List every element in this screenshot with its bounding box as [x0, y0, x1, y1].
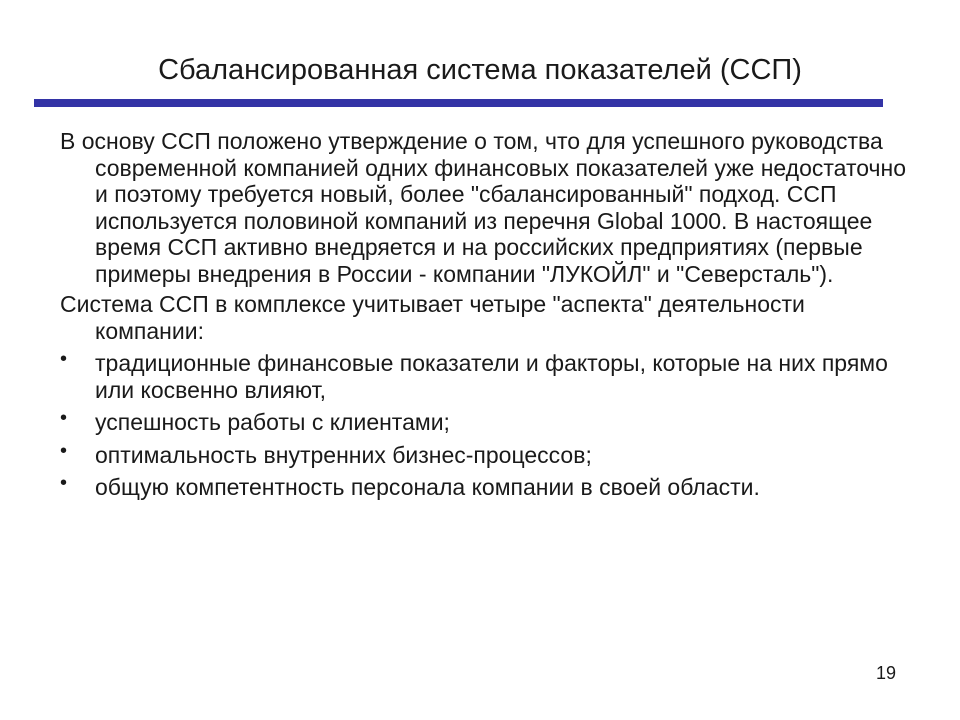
- slide-title: Сбалансированная система показателей (ССП): [158, 54, 802, 86]
- bullet-icon: •: [60, 407, 68, 429]
- bullet-icon: •: [60, 472, 68, 494]
- list-item-text: традиционные финансовые показатели и факторы, которые на них прямо или косвенно влияют,: [95, 350, 888, 403]
- aspects-paragraph: Система ССП в комплексе учитывает четыре "аспекта" деятельности компании:: [60, 291, 805, 344]
- bullet-icon: •: [60, 439, 68, 462]
- list-item-text: успешность работы с клиентами;: [95, 409, 450, 435]
- list-item-text: общую компетентность персонала компании в своей области.: [95, 474, 760, 500]
- slide-body: [60, 128, 920, 507]
- list-item-text: оптимальность внутренних бизнес-процессов;: [95, 441, 592, 468]
- list-item: [60, 350, 920, 403]
- title-underline: [34, 99, 883, 107]
- list-item: [60, 474, 920, 501]
- aspects-list: [60, 350, 920, 501]
- list-item: [60, 409, 920, 436]
- intro-paragraph: В основу ССП положено утверждение о том, что для успешного руководства современной компанией одних финансовых показателей уже недостаточно и поэтому требуется новый, более "сбалансированный" подход. ССП используется половиной компаний из перечня Global 1000. В настоящее время ССП активно внедряется и на российских предприятиях (первые примеры внедрения в России - компании "ЛУКОЙЛ" и "Северсталь").: [60, 128, 906, 287]
- bullet-icon: •: [60, 348, 68, 370]
- page-number: 19: [876, 663, 897, 683]
- list-item: [60, 439, 920, 469]
